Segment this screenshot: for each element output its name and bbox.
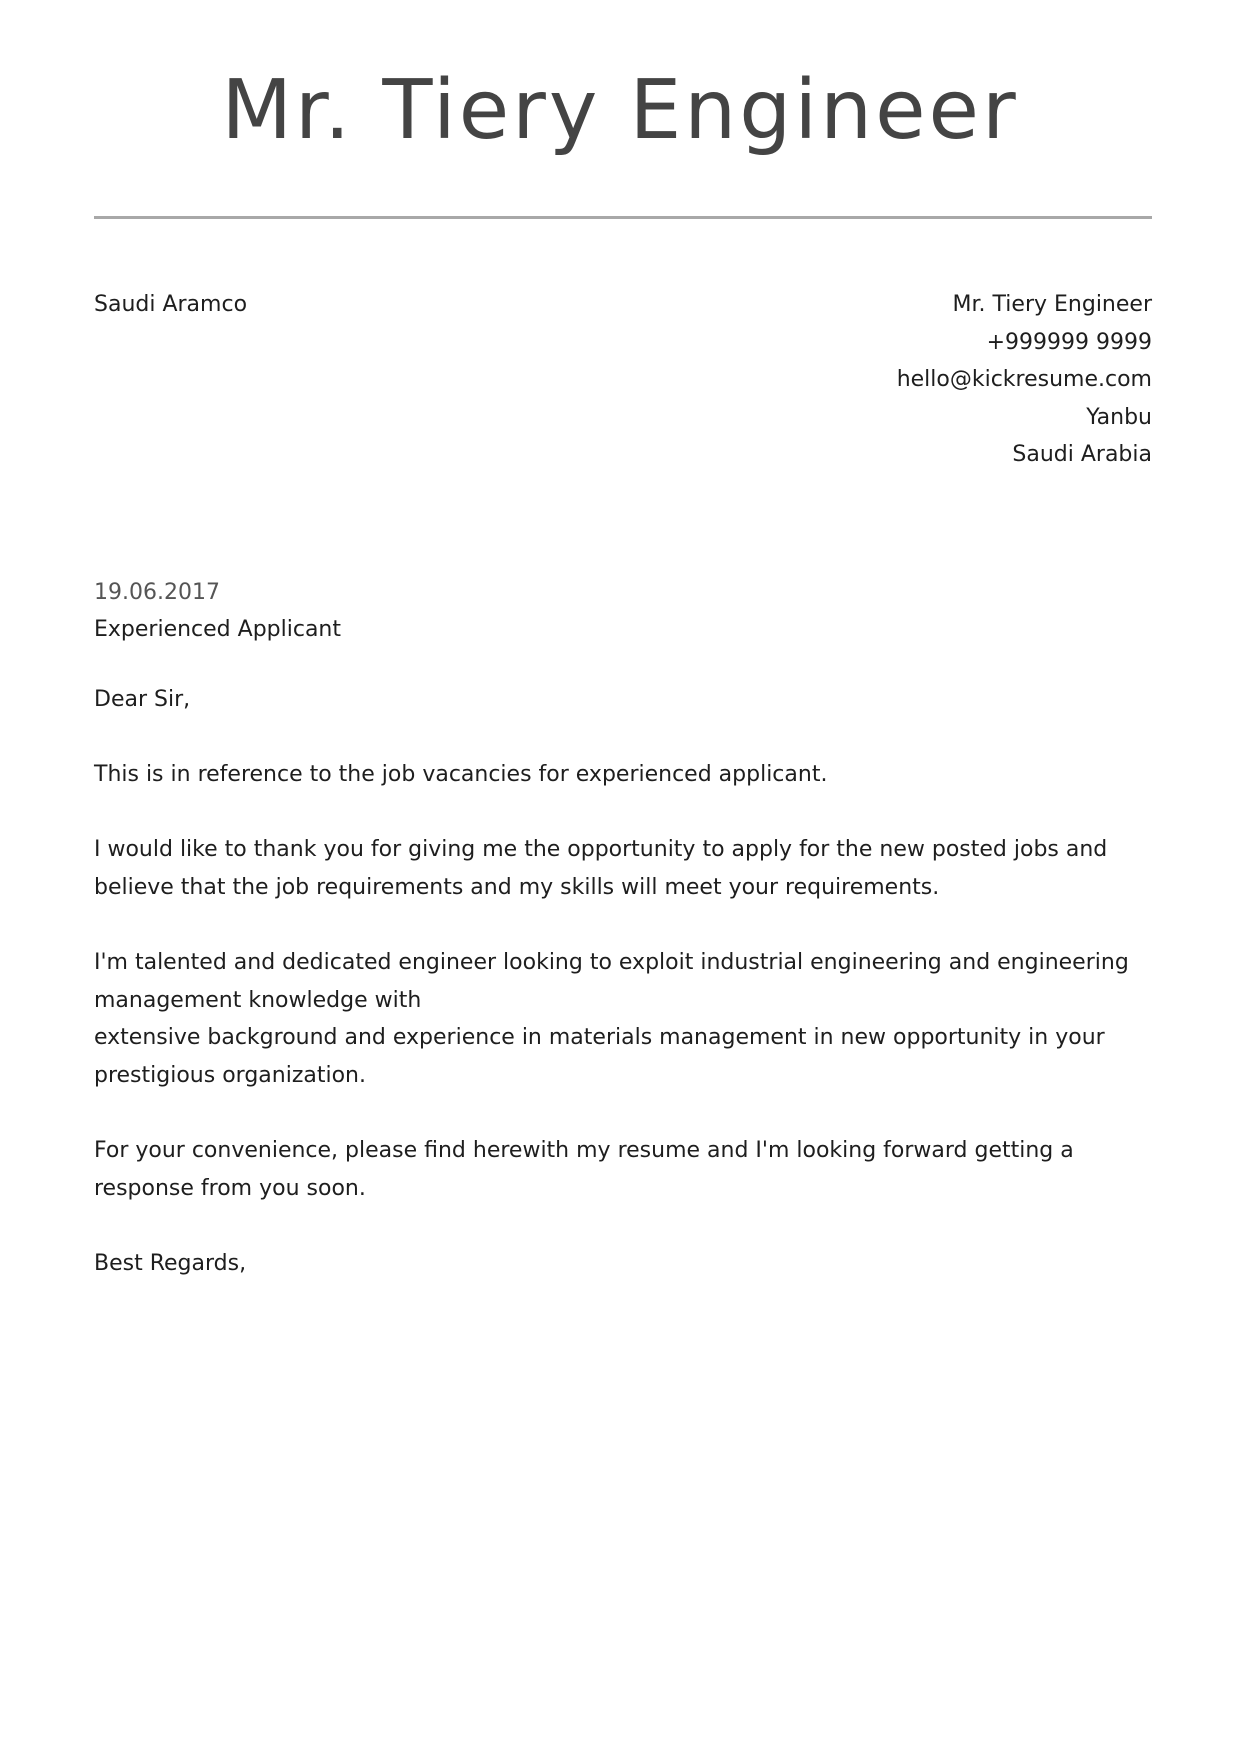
- letter-subject: Experienced Applicant: [94, 617, 341, 642]
- header-divider: [94, 216, 1152, 219]
- sender-email: hello@kickresume.com: [896, 367, 1152, 392]
- closing: Best Regards,: [94, 1250, 247, 1276]
- body-paragraph: extensive background and experience in materials management in new opportunity in your prestigious organization.: [94, 1025, 1105, 1088]
- letter-date: 19.06.2017: [94, 580, 220, 605]
- salutation: Dear Sir,: [94, 687, 191, 712]
- header-name: Mr. Tiery Engineer: [221, 63, 1019, 158]
- body-paragraph: This is in reference to the job vacancies for experienced applicant.: [94, 762, 828, 788]
- recipient-company: Saudi Aramco: [94, 292, 248, 317]
- sender-country: Saudi Arabia: [1012, 442, 1152, 467]
- letter-body: [94, 681, 1156, 1320]
- body-paragraph: I'm talented and dedicated engineer looking to exploit industrial engineering and engineering management knowledge with: [94, 950, 1129, 1013]
- sender-city: Yanbu: [1086, 404, 1152, 430]
- sender-phone: +999999 9999: [986, 329, 1152, 355]
- sender-block: [897, 286, 1152, 474]
- recipient-block: [94, 286, 247, 324]
- body-paragraph: For your convenience, please find herewith my resume and I'm looking forward getting a response from you soon.: [94, 1138, 1074, 1201]
- body-paragraph: I would like to thank you for giving me the opportunity to apply for the new posted jobs and believe that the job requirements and my skills will meet your requirements.: [94, 837, 1108, 900]
- sender-name: Mr. Tiery Engineer: [952, 292, 1152, 317]
